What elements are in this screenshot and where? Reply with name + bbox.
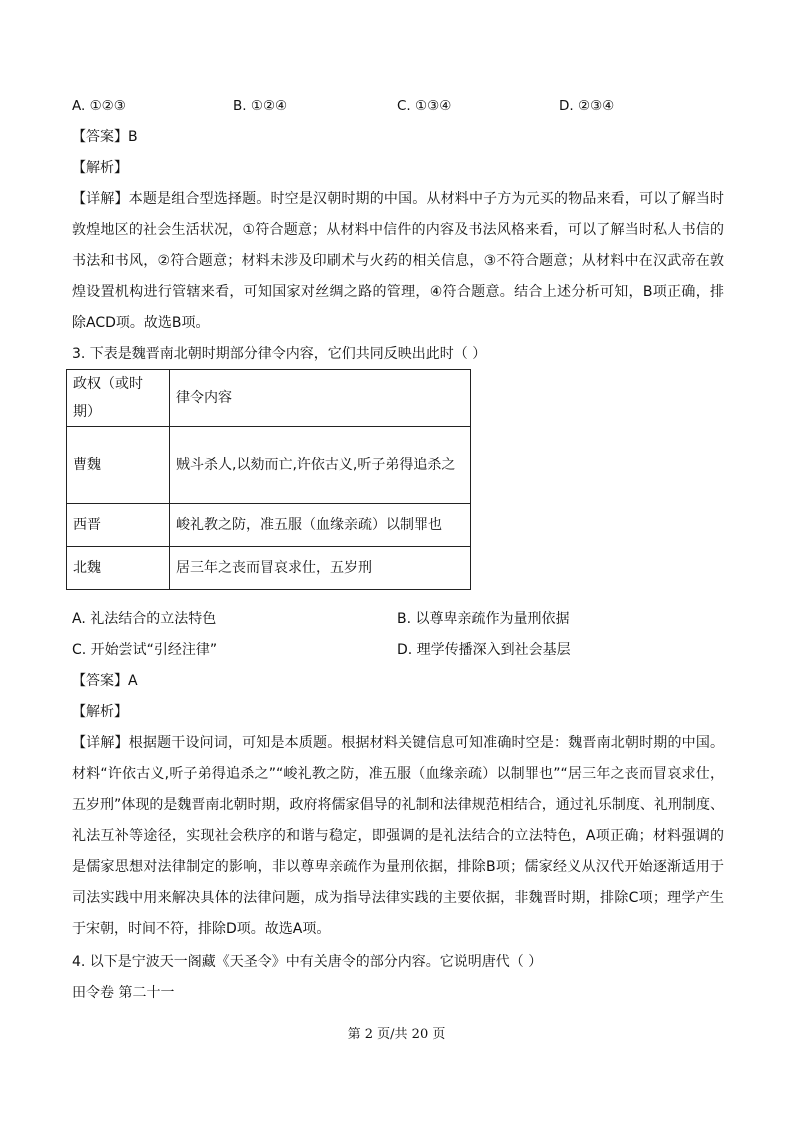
q2-option-b: B. ①②④	[233, 98, 288, 114]
q2-detail: 【详解】本题是组合型选择题。时空是汉朝时期的中国。从材料中子方为元买的物品来看，可以了解当时敦煌地区的社会生活状况，①符合题意；从材料中信件的内容及书法风格来看，可以了解当时私人书信的书法和书风，②符合题意；材料未涉及印刷术与火药的相关信息，③不符合题意；从材料中在汉武帝在敦煌设置机构进行管辖来看，可知国家对丝绸之路的管理，④符合题意。结合上述分析可知，B项正确，排除ACD项。故选B项。	[72, 191, 724, 331]
table-cell: 贼斗杀人,以劾而亡,许依古义,听子弟得追杀之	[170, 427, 471, 504]
q2-analysis-label: 【解析】	[72, 160, 128, 176]
table-cell: 峻礼教之防，准五服（血缘亲疏）以制罪也	[170, 504, 471, 547]
table-header-cell: 政权（或时期）	[67, 370, 170, 427]
q3-detail: 【详解】根据题干设问词，可知是本质题。根据材料关键信息可知准确时空是：魏晋南北朝时期的中国。材料“许依古义,听子弟得追杀之”“峻礼教之防，准五服（血缘亲疏）以制罪也”“居三年之丧而冒哀求仕，五岁刑”体现的是魏晋南北朝时期，政府将儒家倡导的礼制和法律规范相结合，通过礼乐制度、礼刑制度、礼法互补等途径，实现社会秩序的和谐与稳定，即强调的是礼法结合的立法特色，A项正确；材料强调的是儒家思想对法律制定的影响，非以尊卑亲疏作为量刑依据，排除B项；儒家经义从汉代开始逐渐适用于司法实践中用来解决具体的法律问题，成为指导法律实践的主要依据，非魏晋时期，排除C项；理学产生于宋朝，时间不符，排除D项。故选A项。	[72, 735, 724, 937]
q3-answer: 【答案】A	[72, 673, 138, 689]
law-table	[66, 369, 471, 590]
table-cell: 西晋	[67, 504, 170, 547]
table-header-cell: 律令内容	[170, 370, 471, 427]
q3-option-b: B. 以尊卑亲疏作为量刑依据	[397, 611, 570, 627]
q4-subheading: 田令卷 第二十一	[72, 985, 175, 1001]
table-row	[67, 547, 471, 590]
q3-analysis-label: 【解析】	[72, 704, 128, 720]
q2-option-c: C. ①③④	[397, 98, 452, 114]
table-row	[67, 427, 471, 504]
q3-option-a: A. 礼法结合的立法特色	[72, 611, 217, 627]
q3-stem: 3. 下表是魏晋南北朝时期部分律令内容，它们共同反映出此时（ ）	[72, 346, 487, 362]
q2-option-d: D. ②③④	[559, 98, 615, 114]
table-cell: 北魏	[67, 547, 170, 590]
table-cell: 曹魏	[67, 427, 170, 504]
q3-option-d: D. 理学传播深入到社会基层	[397, 642, 571, 658]
q3-option-c: C. 开始尝试“引经注律”	[72, 642, 218, 658]
q4-stem: 4. 以下是宁波天一阁藏《天圣令》中有关唐令的部分内容。它说明唐代（ ）	[72, 954, 543, 970]
page-footer: 第 2 页/共 20 页	[347, 1027, 446, 1042]
q2-option-a: A. ①②③	[72, 98, 126, 114]
q2-answer: 【答案】B	[72, 129, 138, 145]
table-cell: 居三年之丧而冒哀求仕，五岁刑	[170, 547, 471, 590]
table-header-row	[67, 370, 471, 427]
table-row	[67, 504, 471, 547]
